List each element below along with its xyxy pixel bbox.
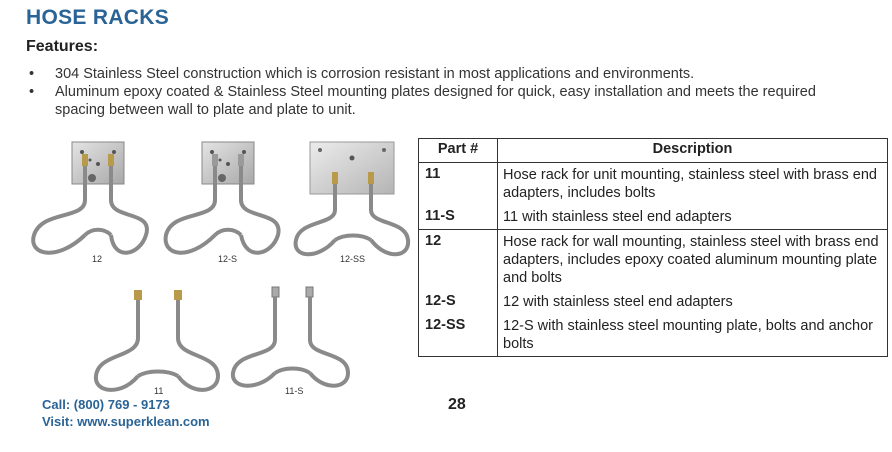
product-images [0,130,410,410]
feature-item [26,65,856,83]
rack-label-12: 12 [92,254,103,264]
part-description: Hose rack for wall mounting, stainless steel with brass end adapters, includes epoxy coated aluminum mounting plate and bolts [498,230,888,291]
page-number: 28 [448,396,466,413]
part-description: 12 with stainless steel end adapters [498,290,888,314]
part-number: 12-SS [419,314,498,357]
rack-label-11s: 11-S [285,386,304,396]
hose-rack-12s-image [160,140,290,265]
header-description: Description [498,139,888,163]
feature-text: Aluminum epoxy coated & Stainless Steel mounting plates designed for quick, easy installation and meets the required spacing between wall to plate and plate to unit. [55,84,816,118]
page-title: HOSE RACKS [26,6,170,29]
hose-rack-11s-image [228,285,353,395]
table-row [419,205,888,230]
rack-label-12ss: 12-SS [340,254,366,264]
bullet: • [29,66,35,82]
parts-table [418,138,888,357]
contact-phone: Call: (800) 769 - 9173 [42,397,170,412]
part-number: 12-S [419,290,498,314]
part-description: 11 with stainless steel end adapters [498,205,888,230]
rack-label-11: 11 [154,386,164,396]
hose-rack-12ss-image [292,140,412,265]
part-description: Hose rack for unit mounting, stainless steel with brass end adapters, includes bolts [498,163,888,206]
features-heading: Features: [26,38,99,55]
table-row [419,314,888,357]
features-list [26,65,856,119]
part-number: 11-S [419,205,498,230]
feature-text: 304 Stainless Steel construction which is corrosion resistant in most applications and environments. [55,66,695,82]
hose-rack-12-image [22,140,152,265]
table-row [419,290,888,314]
bullet: • [29,84,35,100]
part-number: 12 [419,230,498,291]
part-number: 11 [419,163,498,206]
table-header-row [419,139,888,163]
header-part: Part # [419,139,498,163]
table-row [419,163,888,206]
rack-label-12s: 12-S [218,254,238,264]
contact-info [42,396,210,430]
part-description: 12-S with stainless steel mounting plate, bolts and anchor bolts [498,314,888,357]
feature-item [26,83,856,119]
contact-website: Visit: www.superklean.com [42,414,210,429]
table-row [419,230,888,291]
hose-rack-11-image [92,288,222,398]
